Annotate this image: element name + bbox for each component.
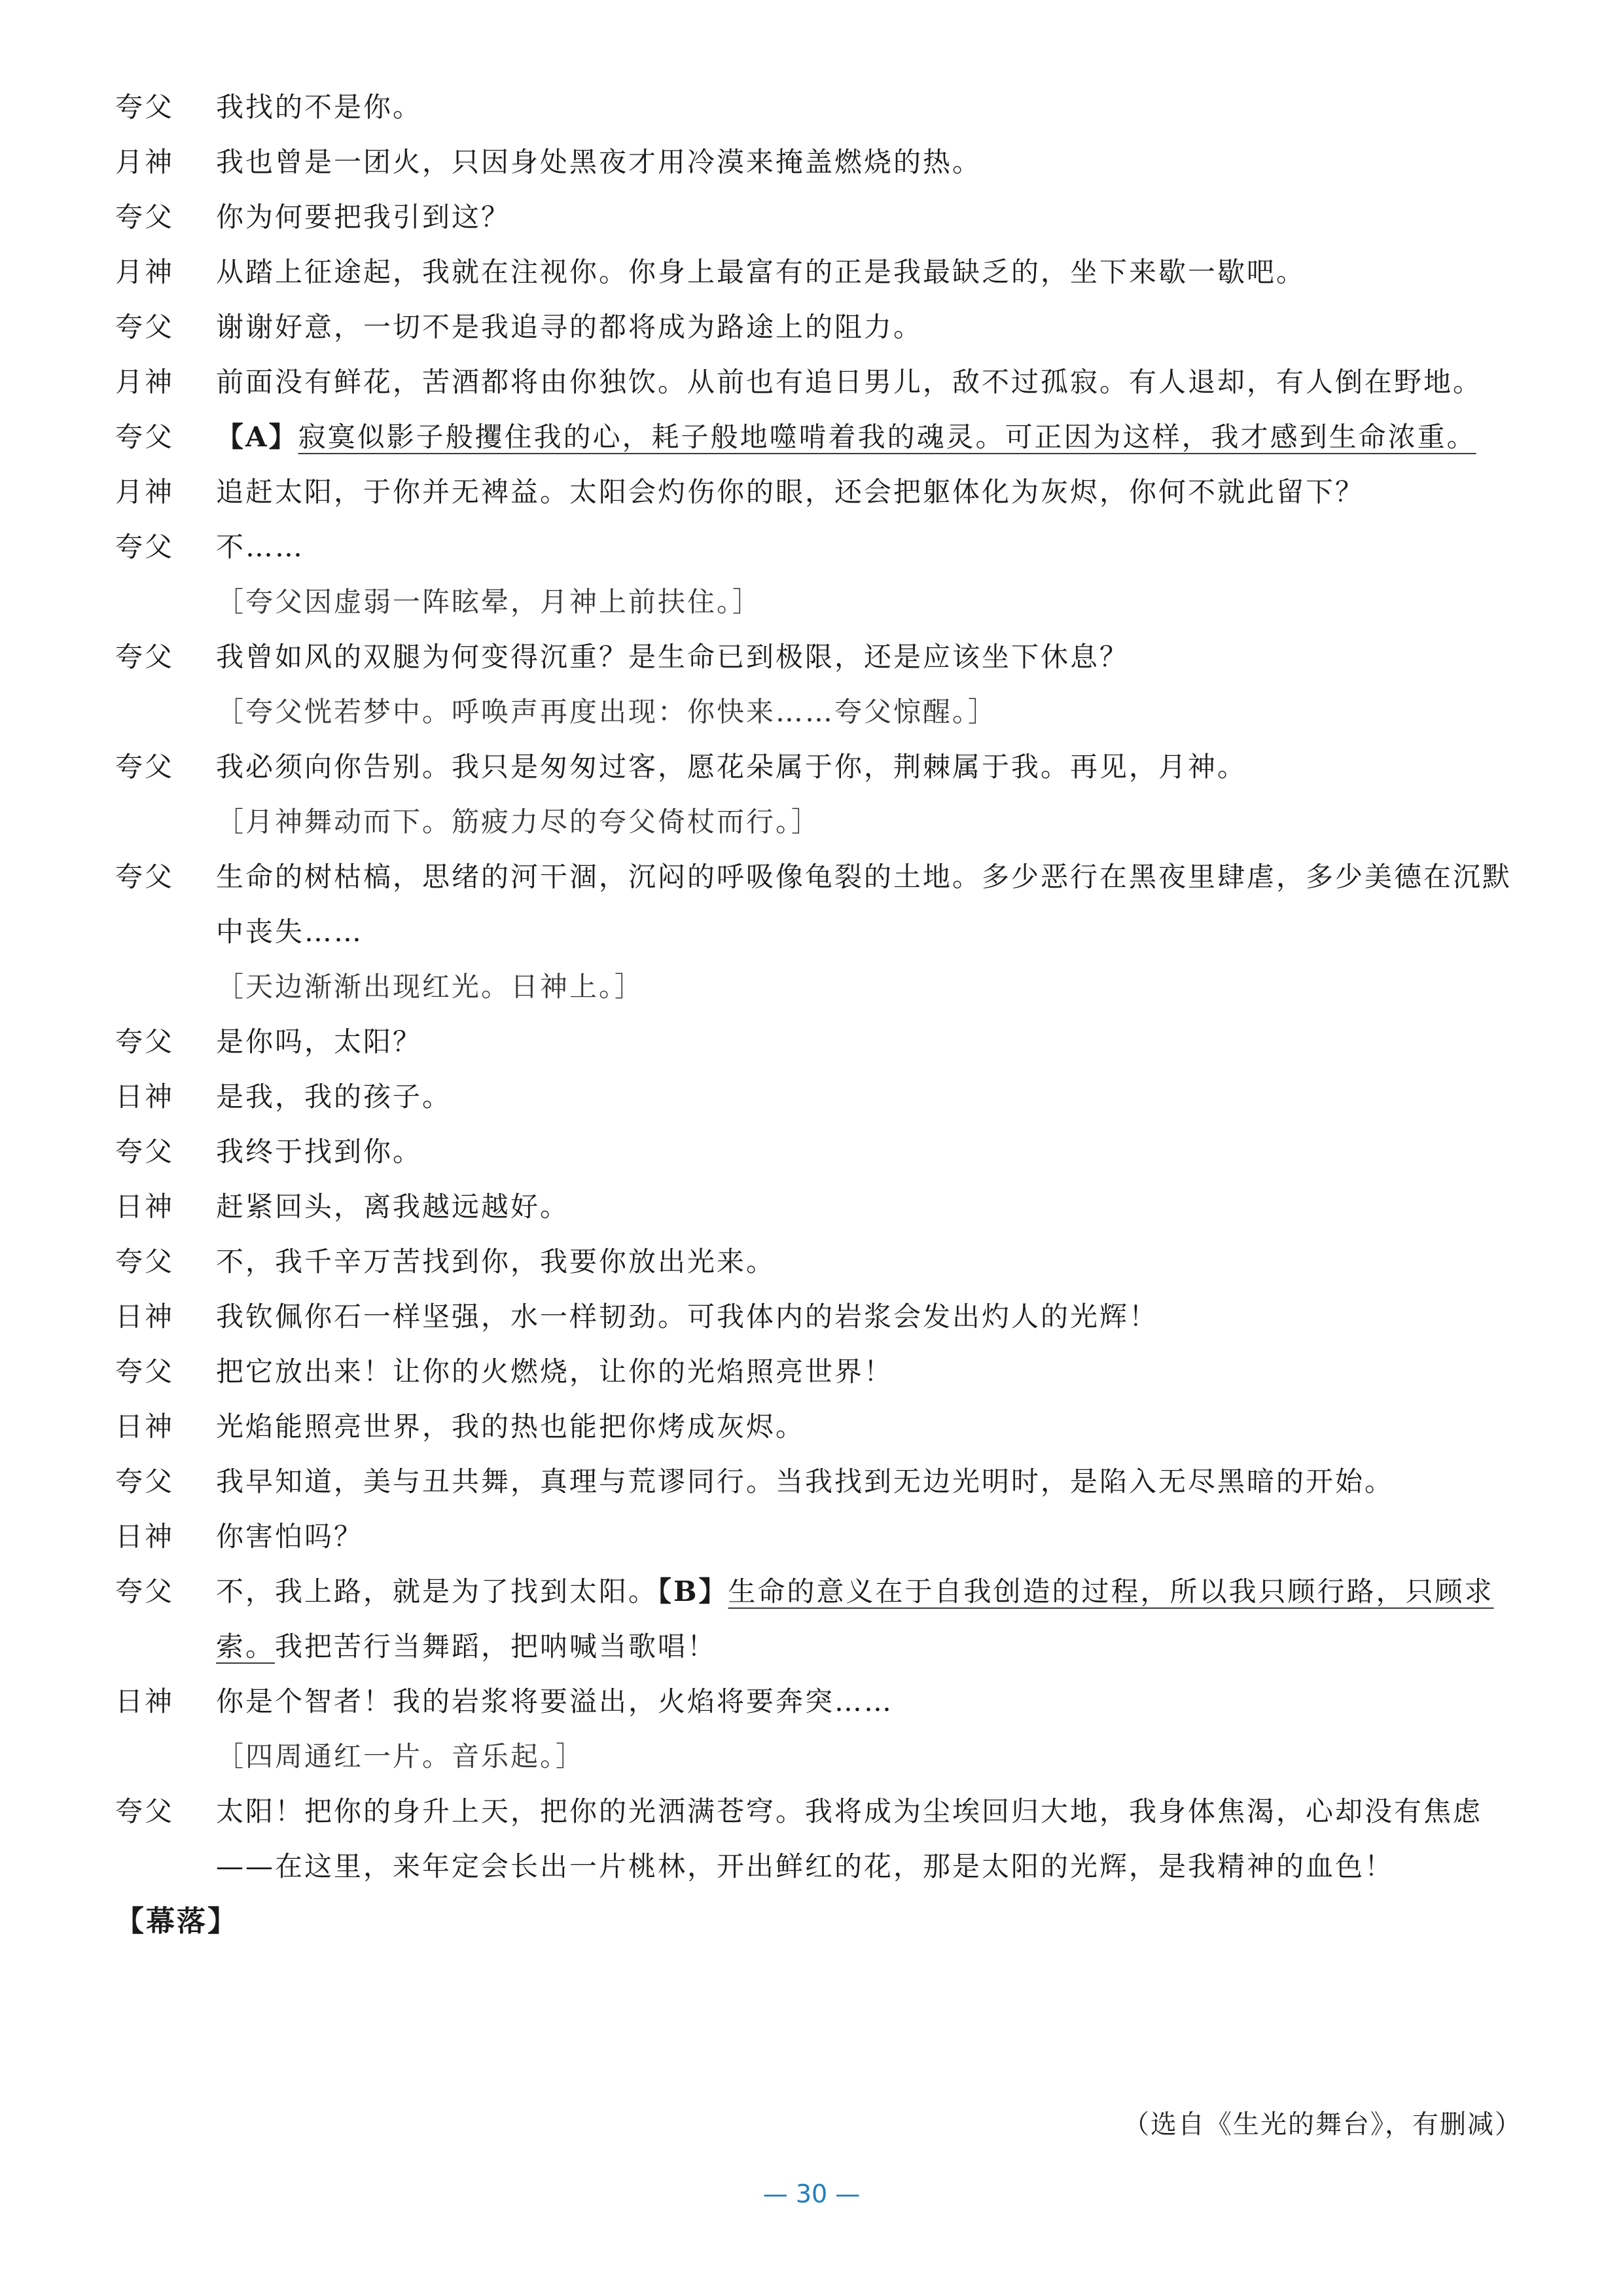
dialogue-line <box>115 1069 1522 1124</box>
dialogue-line <box>115 520 1522 575</box>
dialogue-content: 你为何要把我引到这？ <box>216 201 511 233</box>
dialogue-content: 是你吗，太阳？ <box>216 1026 423 1058</box>
dialogue-text <box>216 1509 1522 1564</box>
dialogue-text <box>216 1784 1522 1894</box>
dialogue-line <box>115 1784 1522 1894</box>
dialogue-text <box>216 465 1522 520</box>
speaker-name: 月神 <box>115 256 175 288</box>
speaker-name: 夸父 <box>115 751 175 783</box>
dialogue-text <box>216 135 1522 190</box>
dialogue-text <box>216 245 1522 300</box>
dialogue-content: 是我，我的孩子。 <box>216 1081 452 1113</box>
dialogue-text <box>216 300 1522 355</box>
stage-direction: ［夸父恍若梦中。呼唤声再度出现：你快来……夸父惊醒。］ <box>216 696 998 728</box>
dialogue-content: 我把苦行当舞蹈，把呐喊当歌唱！ <box>275 1630 717 1662</box>
dialogue-line <box>115 1289 1522 1344</box>
dialogue-line <box>115 1674 1522 1729</box>
speaker-name: 日神 <box>115 1685 175 1717</box>
speaker-name: 日神 <box>115 1520 175 1552</box>
dialogue-line <box>115 465 1522 520</box>
dialogue-text <box>216 1454 1522 1509</box>
dialogue-content: 我早知道，美与丑共舞，真理与荒谬同行。当我找到无边光明时，是陷入无尽黑暗的开始。 <box>216 1465 1395 1498</box>
speaker-name: 夸父 <box>115 861 175 893</box>
speaker-name: 日神 <box>115 1410 175 1443</box>
dialogue-line <box>115 1509 1522 1564</box>
dialogue-content: 我也曾是一团火，只因身处黑夜才用冷漠来掩盖燃烧的热。 <box>216 146 982 178</box>
speaker-name: 夸父 <box>115 531 175 563</box>
dialogue-content: 你是个智者！我的岩浆将要溢出，火焰将要奔突…… <box>216 1685 894 1717</box>
dialogue-line <box>115 410 1522 465</box>
speaker-name: 日神 <box>115 1081 175 1113</box>
dialogue-line <box>115 850 1522 960</box>
dialogue-prefix: 不，我上路，就是为了找到太阳。 <box>216 1575 658 1607</box>
speaker-name: 夸父 <box>115 201 175 233</box>
underlined-passage: 寂寞似影子般攫住我的心，耗子般地噬啃着我的魂灵。可正因为这样，我才感到生命浓重。 <box>298 421 1476 453</box>
dialogue-line <box>115 630 1522 685</box>
dialogue-text <box>216 1124 1522 1179</box>
dialogue-text <box>216 410 1522 465</box>
dialogue-line <box>115 1014 1522 1069</box>
dialogue-text <box>216 740 1522 795</box>
speaker-name: 夸父 <box>115 311 175 343</box>
dialogue-content: 不，我千辛万苦找到你，我要你放出光来。 <box>216 1246 776 1278</box>
underlined-passage: 生命的意义在于自我创造的过程，所以我只顾行路，只顾求索。 <box>216 1575 1494 1662</box>
dialogue-content: 太阳！把你的身升上天，把你的光洒满苍穹。我将成为尘埃回归大地，我身体焦渴，心却没有焦虑——在这里，来年定会长出一片桃林，开出鲜红的花，那是太阳的光辉，是我精神的血色！ <box>216 1795 1483 1882</box>
dialogue-content: 追赶太阳，于你并无裨益。太阳会灼伤你的眼，还会把躯体化为灰烬，你何不就此留下？ <box>216 476 1365 508</box>
stage-direction: ［天边渐渐出现红光。日神上。］ <box>216 971 645 1003</box>
dialogue-text <box>216 850 1522 960</box>
dialogue-text <box>216 1674 1522 1729</box>
dialogue-content: 我钦佩你石一样坚强，水一样韧劲。可我体内的岩浆会发出灼人的光辉！ <box>216 1300 1159 1333</box>
speaker-name: 夸父 <box>115 1136 175 1168</box>
dialogue-text <box>216 1399 1522 1454</box>
speaker-name: 夸父 <box>115 1575 175 1607</box>
speaker-name: 夸父 <box>115 1795 175 1827</box>
dialogue-line <box>115 300 1522 355</box>
dialogue-line <box>115 190 1522 245</box>
curtain-fall: 【幕落】 <box>115 1905 238 1938</box>
dialogue-content: 把它放出来！让你的火燃烧，让你的光焰照亮世界！ <box>216 1355 894 1388</box>
source-citation: （选自《生光的舞台》，有删减） <box>1123 2109 1522 2140</box>
dialogue-line <box>115 355 1522 410</box>
dialogue-text <box>216 80 1522 135</box>
dialogue-line <box>115 1454 1522 1509</box>
question-marker: 【A】 <box>216 421 298 453</box>
dialogue-content: 你害怕吗？ <box>216 1520 364 1552</box>
dialogue-content: 从踏上征途起，我就在注视你。你身上最富有的正是我最缺乏的，坐下来歇一歇吧。 <box>216 256 1306 288</box>
dialogue-line <box>115 245 1522 300</box>
page-number: — 30 — <box>762 2179 861 2208</box>
speaker-name: 月神 <box>115 146 175 178</box>
dialogue-text <box>216 1179 1522 1234</box>
dialogue-line <box>115 740 1522 795</box>
dialogue-content: 我必须向你告别。我只是匆匆过客，愿花朵属于你，荆棘属于我。再见，月神。 <box>216 751 1247 783</box>
speaker-name: 夸父 <box>115 1465 175 1498</box>
play-script <box>115 80 1522 1949</box>
dialogue-content: 光焰能照亮世界，我的热也能把你烤成灰烬。 <box>216 1410 806 1443</box>
dialogue-content: 我曾如风的双腿为何变得沉重？是生命已到极限，还是应该坐下休息？ <box>216 641 1130 673</box>
dialogue-content: 谢谢好意，一切不是我追寻的都将成为路途上的阻力。 <box>216 311 923 343</box>
dialogue-line <box>115 1399 1522 1454</box>
dialogue-line <box>115 1179 1522 1234</box>
stage-direction: ［夸父因虚弱一阵眩晕，月神上前扶住。］ <box>216 586 762 618</box>
dialogue-text <box>216 1069 1522 1124</box>
dialogue-line <box>115 1564 1522 1674</box>
speaker-name: 日神 <box>115 1300 175 1333</box>
dialogue-content: 赶紧回头，离我越远越好。 <box>216 1191 570 1223</box>
dialogue-content: 我找的不是你。 <box>216 91 423 123</box>
dialogue-content: 生命的树枯槁，思绪的河干涸，沉闷的呼吸像龟裂的土地。多少恶行在黑夜里肆虐，多少美德在沉默中丧失…… <box>216 861 1512 948</box>
dialogue-text <box>216 190 1522 245</box>
dialogue-line <box>115 1234 1522 1289</box>
speaker-name: 夸父 <box>115 641 175 673</box>
dialogue-text <box>216 355 1522 410</box>
dialogue-text <box>216 1234 1522 1289</box>
dialogue-line <box>115 80 1522 135</box>
dialogue-text <box>216 1344 1522 1399</box>
dialogue-content: 我终于找到你。 <box>216 1136 423 1168</box>
stage-direction: ［四周通红一片。音乐起。］ <box>216 1740 586 1772</box>
speaker-name: 夸父 <box>115 1026 175 1058</box>
dialogue-line <box>115 1344 1522 1399</box>
dialogue-line <box>115 135 1522 190</box>
dialogue-line <box>115 1124 1522 1179</box>
speaker-name: 日神 <box>115 1191 175 1223</box>
dialogue-content: 不…… <box>216 531 305 563</box>
dialogue-text <box>216 1564 1522 1674</box>
dialogue-text <box>216 1289 1522 1344</box>
speaker-name: 月神 <box>115 476 175 508</box>
stage-direction: ［月神舞动而下。筋疲力尽的夸父倚杖而行。］ <box>216 806 821 838</box>
speaker-name: 夸父 <box>115 91 175 123</box>
dialogue-text <box>216 630 1522 685</box>
dialogue-content: 前面没有鲜花，苦酒都将由你独饮。从前也有追日男儿，敌不过孤寂。有人退却，有人倒在野地。 <box>216 366 1483 398</box>
speaker-name: 夸父 <box>115 1355 175 1388</box>
speaker-name: 月神 <box>115 366 175 398</box>
speaker-name: 夸父 <box>115 1246 175 1278</box>
dialogue-text <box>216 520 1522 575</box>
question-marker: 【B】 <box>658 1575 728 1607</box>
dialogue-text <box>216 1014 1522 1069</box>
speaker-name: 夸父 <box>115 421 175 453</box>
